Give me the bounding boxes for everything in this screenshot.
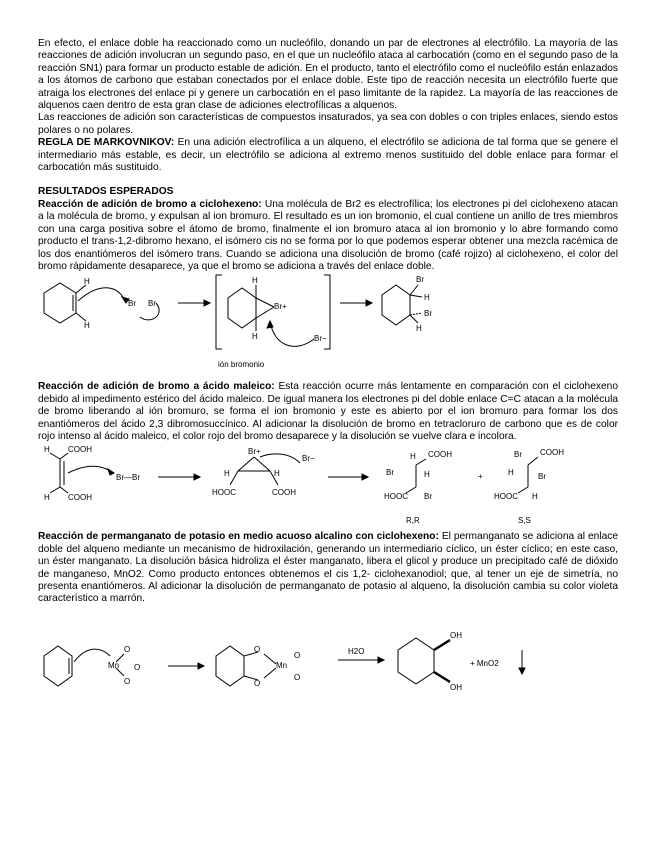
maleic-acid-diagram — [38, 443, 618, 531]
label-h-rr-2: H — [424, 470, 430, 480]
label-bromonium: Br+ — [274, 302, 287, 312]
label-h-maleic-top: H — [44, 445, 50, 455]
bromonium-ring — [228, 288, 256, 328]
scheme-bromonium — [38, 273, 618, 381]
permanganate-diagram — [38, 606, 618, 716]
section-2-title: Reacción de adición de bromo a ácido maleico: — [38, 381, 275, 393]
manganate-ester-ring — [216, 646, 244, 686]
curved-arrow-maleic — [68, 467, 114, 474]
label-product-h-bottom: H — [416, 324, 422, 334]
label-h-int-left: H — [224, 469, 230, 479]
label-mno2: + MnO2 — [470, 658, 499, 668]
intro-paragraph-2: Las reacciones de adición son características de compuestos insaturados, ya sea con dobles o con triples enlaces, siendo estos polares o no polares. — [38, 112, 618, 136]
label-h-rr: H — [410, 452, 416, 462]
section-permanganato — [38, 531, 618, 605]
label-mn-2: Mn — [276, 660, 288, 670]
section-1-text: Una molécula de Br2 es electrofílica; los electrones pi del ciclohexeno atacan a la molécula de bromo, y expulsan al ion bromuro. El resultado es un ion bromonio, el cual contiene un anillo de tres miembros con una carga positiva sobre el átomo de bromo, finalmente el ion bromuro ataca al ion bromonio y lo abre formando como producto el trans-1,2-dibromo hexano, el isómero cis no se forma por lo que podemos esperar obtener una mezcla racémica de los dos enantiómeros del isómero trans. Cuando se adiciona una disolución de bromo (café rojizo) al ciclohexeno, el color del bromo rápidamente desaparece, ya que el bromo se adiciona a través del enlace doble. — [38, 198, 618, 272]
label-rr: R,R — [406, 516, 420, 526]
label-o-5: O — [254, 678, 261, 688]
cyclohexene-ring-2 — [44, 646, 72, 686]
markovnikov-title: REGLA DE MARKOVNIKOV: — [38, 137, 175, 149]
diol-ring — [398, 638, 434, 684]
label-h-ss: H — [508, 468, 514, 478]
dibromo-product-ring — [382, 285, 410, 325]
label-h-bottom: H — [84, 321, 90, 331]
label-product-br-top: Br — [416, 275, 424, 285]
markovnikov-text: En una adición electrofílica a un alqueno, el electrófilo se adiciona de tal forma que se genere el intermediario más estable, es decir, un electrófilo se adiciona al extremo menos sustituido del doble enlace para formar el carbocatión más sustituido. — [38, 137, 618, 174]
label-hooc-int: HOOC — [212, 488, 236, 498]
label-h-top: H — [84, 277, 90, 287]
section-2-text: Esta reacción ocurre más lentamente en comparación con el ciclohexeno debido al impedimento estérico del ácido maleico. De igual manera los electrones pi del doble enlace C=C atacan a la molécula de bromo liberando al ión bromuro, se forma el ion bromonio y este es abierto por el ion bromuro para formar los dos enantiómeros del ácido 2,3 dibromosuccínico. Al adicionar la disolución de bromo en tetracloruro de carbono que es de color rojo intenso al ácido maleico, el color rojo del bromo desaparece y la disolución se vuelve clara e incolora. — [38, 381, 618, 442]
label-plus: + — [478, 472, 483, 482]
label-o-6: O — [294, 650, 301, 660]
label-h-bridge-top: H — [252, 276, 258, 286]
label-o-4: O — [254, 644, 261, 654]
label-cooh-rr: COOH — [428, 450, 452, 460]
label-bromide: Br− — [314, 334, 327, 344]
label-mn-1: Mn — [108, 660, 120, 670]
bracket-left — [216, 275, 222, 349]
label-bromide-2: Br− — [302, 454, 315, 464]
curved-arrow-3 — [270, 321, 314, 346]
section-3-text: El permanganato se adiciona al enlace doble del alqueno mediante un mecanismo de hidroxilación, generando un intermediario cíclico, un éster cíclico; en este caso, un éster manganato. La disolución básica hidroliza el éster manganato, libera el glicol y produce un precipitado café de dióxido de manganeso, MnO2. Como producto entonces obtenemos el cis 1,2- ciclohexanodiol; que, al tener un eje de simetría, no presenta enantiómeros. Al adicionar la disolución de permanganato de potasio al alqueno, la disolución cambia su color violeta característico a marrón. — [38, 531, 618, 605]
label-h-maleic-bottom: H — [44, 493, 50, 503]
label-brbr: Br—Br — [116, 473, 140, 483]
cyclohexene-ring — [44, 283, 76, 323]
label-h-bridge-bottom: H — [252, 332, 258, 342]
label-product-br-bottom: Br — [424, 309, 432, 319]
label-br-rr-1: Br — [386, 468, 394, 478]
label-cooh-int: COOH — [272, 488, 296, 498]
curved-arrow-bromide — [260, 454, 300, 463]
document-page — [38, 38, 618, 716]
label-hooc-rr: HOOC — [384, 492, 408, 502]
section-bromo-maleico — [38, 381, 618, 443]
label-ss: S,S — [518, 516, 531, 526]
label-cooh-ss: COOH — [540, 448, 564, 458]
label-o-2: O — [124, 676, 131, 686]
label-cooh-1: COOH — [68, 445, 92, 455]
markovnikov-rule — [38, 137, 618, 174]
label-br-bridge: Br+ — [248, 447, 261, 457]
label-br-ss-1: Br — [514, 450, 522, 460]
label-o-3: O — [134, 662, 141, 672]
label-o-1: O — [124, 644, 131, 654]
curved-arrow-1 — [78, 288, 126, 303]
scheme-maleic — [38, 443, 618, 531]
results-heading: RESULTADOS ESPERADOS — [38, 186, 174, 198]
label-cooh-2: COOH — [68, 493, 92, 503]
intro-paragraph-1: En efecto, el enlace doble ha reaccionado como un nucleófilo, donando un par de electrones al electrófilo. La mayoría de las reacciones de adición involucran un segundo paso, en el que un nucleófilo ataca al carbocatión (como en el segundo paso de la reacción SN1) para formar un producto estable de adición. En el producto, tanto el electrófilo como el nucleófilo están enlazados a los átomos de carbono que estaban conectados por el enlace doble. Este tipo de reacción necesita un electrófilo fuerte que atraiga los electrones del enlace pi y genere un carbocatión en el paso limitante de la rapidez. La mayoría de las reacciones de alquenos caen dentro de esta gran clase de adiciones electrofílicas a alquenos. — [38, 38, 618, 112]
scheme-permanganate — [38, 606, 618, 716]
section-1-title: Reacción de adición de bromo a ciclohexeno: — [38, 198, 262, 210]
label-br-rr-2: Br — [424, 492, 432, 502]
label-o-7: O — [294, 672, 301, 682]
label-br-2: Br — [148, 299, 156, 309]
label-oh-2: OH — [450, 682, 462, 692]
label-br-ss-2: Br — [538, 472, 546, 482]
label-product-h-top: H — [424, 293, 430, 303]
label-h-int-right: H — [274, 469, 280, 479]
section-bromo-ciclohexeno — [38, 199, 618, 273]
bromonium-mechanism-diagram — [38, 273, 618, 381]
label-h2o: H2O — [348, 646, 365, 656]
label-hooc-ss: HOOC — [494, 492, 518, 502]
section-3-title: Reacción de permanganato de potasio en medio acuoso alcalino con ciclohexeno: — [38, 531, 439, 543]
label-br-1: Br — [128, 299, 136, 309]
label-ion-bromonio: ión bromonio — [218, 360, 265, 370]
label-h-ss-2: H — [532, 492, 538, 502]
label-oh-1: OH — [450, 630, 462, 640]
